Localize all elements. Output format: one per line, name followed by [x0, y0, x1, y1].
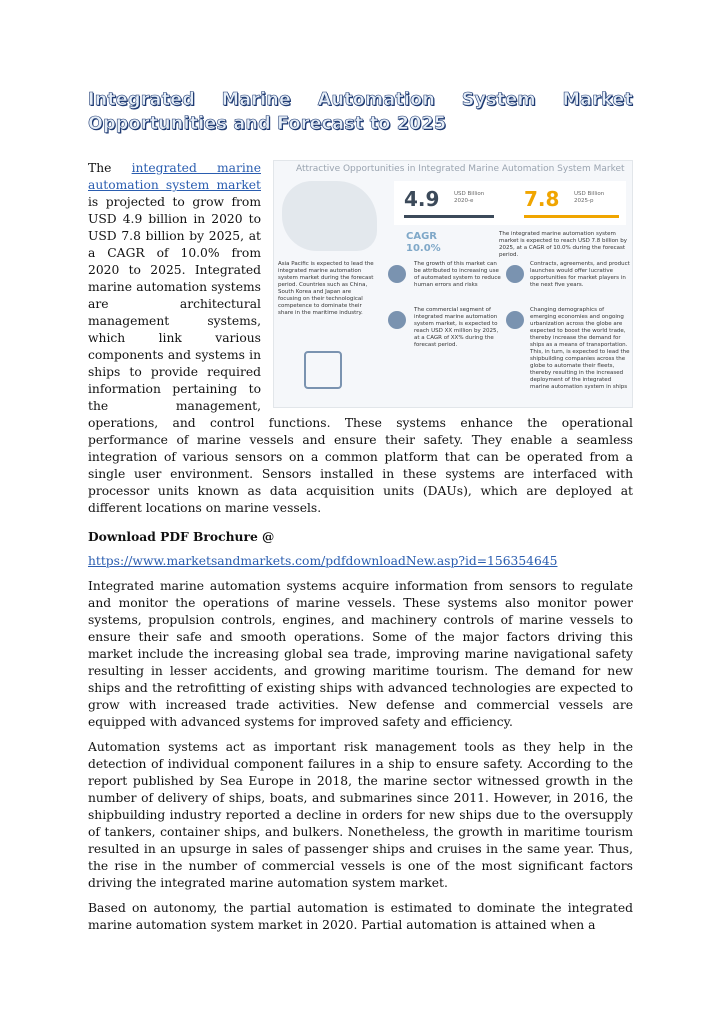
- intro-section: [88, 160, 633, 517]
- gear-icon: [388, 265, 406, 283]
- document-page: [88, 88, 633, 942]
- market-link[interactable]: integrated marine automation system market: [88, 161, 261, 192]
- value-2025-caption: USD Billion 2025-p: [574, 191, 605, 204]
- growth-note: The growth of this market can be attributed to increasing use of automated system to reduce human errors and risks: [414, 261, 501, 288]
- contracts-note: Contracts, agreements, and product launches would offer lucrative opportunities for market players in the next five years.: [530, 261, 630, 288]
- globe-icon: [506, 311, 524, 329]
- value-2020-bar: [404, 215, 494, 218]
- commercial-note: The commercial segment of integrated marine automation system market, is expected to reach USD XX million by 2025, at a CAGR of XX% during the forecast period.: [414, 307, 499, 348]
- world-map-icon: [282, 181, 377, 251]
- brochure-label: Download PDF Brochure @: [88, 529, 275, 544]
- asia-pacific-note: Asia Pacific is expected to lead the integrated marine automation system market during the forecast period. Countries such as China, South Korea and Japan are focusing on their technological competence to dominate their share in the maritime industry.: [278, 261, 374, 316]
- ship-icon: [388, 311, 406, 329]
- intro-text-rest: is projected to grow from USD 4.9 billion in 2020 to USD 7.8 billion by 2025, at a CAGR of 10.0% from 2020 to 2025. Integrated marine automation systems are architectural management systems, which link various components and systems in ships to provide required information pertaining to the management, operations, and control functions. These systems enhance the operational performance of marine vessels and ensure their safety. They enable a seamless integration of various sensors on a common platform that can be operated from a single user environment. Sensors installed in these systems are interfaced with processor units known as data acquisition units (DAUs), which are deployed at different locations on marine vessels.: [88, 195, 633, 515]
- intro-text-start: The: [88, 161, 132, 175]
- body-paragraph-2: Automation systems act as important risk management tools as they help in the detection of individual component failures in a ship to ensure safety. According to the report published by Sea Europe in 2018, the marine sector witnessed growth in the number of delivery of ships, boats, and submarines since 2011. However, in 2016, the shipbuilding industry reported a decline in orders for new ships due to the oversupply of tankers, container ships, and bulkers. Nonetheless, the growth in maritime tourism resulted in an upsurge in sales of passenger ships and cruises in the same year. Thus, the rise in the number of commercial vessels is one of the most significant factors driving the integrated marine automation system market.: [88, 740, 633, 890]
- value-2025: 7.8: [524, 187, 560, 211]
- value-2025-bar: [524, 215, 619, 218]
- page-title: Integrated Marine Automation System Market Opportunities and Forecast to 2025: [88, 90, 633, 134]
- demographics-note: Changing demographics of emerging economies and ongoing urbanization across the globe are expected to boost the world trade, thereby increase the demand for ships as a means of transportation. This, in turn, is expected to lead the shipbuilding companies across the globe to automate their fleets, thereby resulting in the increased deployment of the integrated marine automation system in ships: [530, 307, 630, 390]
- infographic-figure: [273, 160, 633, 408]
- growth-chart-icon: [304, 351, 342, 389]
- cagr-label: CAGR: [406, 231, 437, 242]
- figure-title: Attractive Opportunities in Integrated Marine Automation System Market: [296, 164, 625, 174]
- body-paragraph-3: Based on autonomy, the partial automation is estimated to dominate the integrated marine automation system market in 2020. Partial automation is attained when a: [88, 901, 633, 932]
- figure-summary: The integrated marine automation system market is expected to reach USD 7.8 billion by 2025, at a CAGR of 10.0% during the forecast period.: [499, 231, 627, 258]
- value-2020-caption: USD Billion 2020-e: [454, 191, 485, 204]
- value-2020: 4.9: [404, 187, 440, 211]
- cagr-value: 10.0%: [406, 243, 441, 254]
- body-paragraph-1: Integrated marine automation systems acquire information from sensors to regulate and monitor the operations of marine vessels. These systems also monitor power systems, propulsion controls, engines, and machinery controls of marine vessels to ensure their safe and smooth operations. Some of the major factors driving this market include the increasing global sea trade, improving marine navigational safety resulting in lesser accidents, and growing maritime tourism. The demand for new ships and the retrofitting of existing ships with advanced technologies are expected to grow with increased trade activities. New defense and commercial vessels are equipped with advanced systems for improved safety and efficiency.: [88, 579, 633, 729]
- brochure-link[interactable]: https://www.marketsandmarkets.com/pdfdownloadNew.asp?id=156354645: [88, 554, 558, 568]
- building-icon: [506, 265, 524, 283]
- figure-hero-values: [394, 181, 626, 225]
